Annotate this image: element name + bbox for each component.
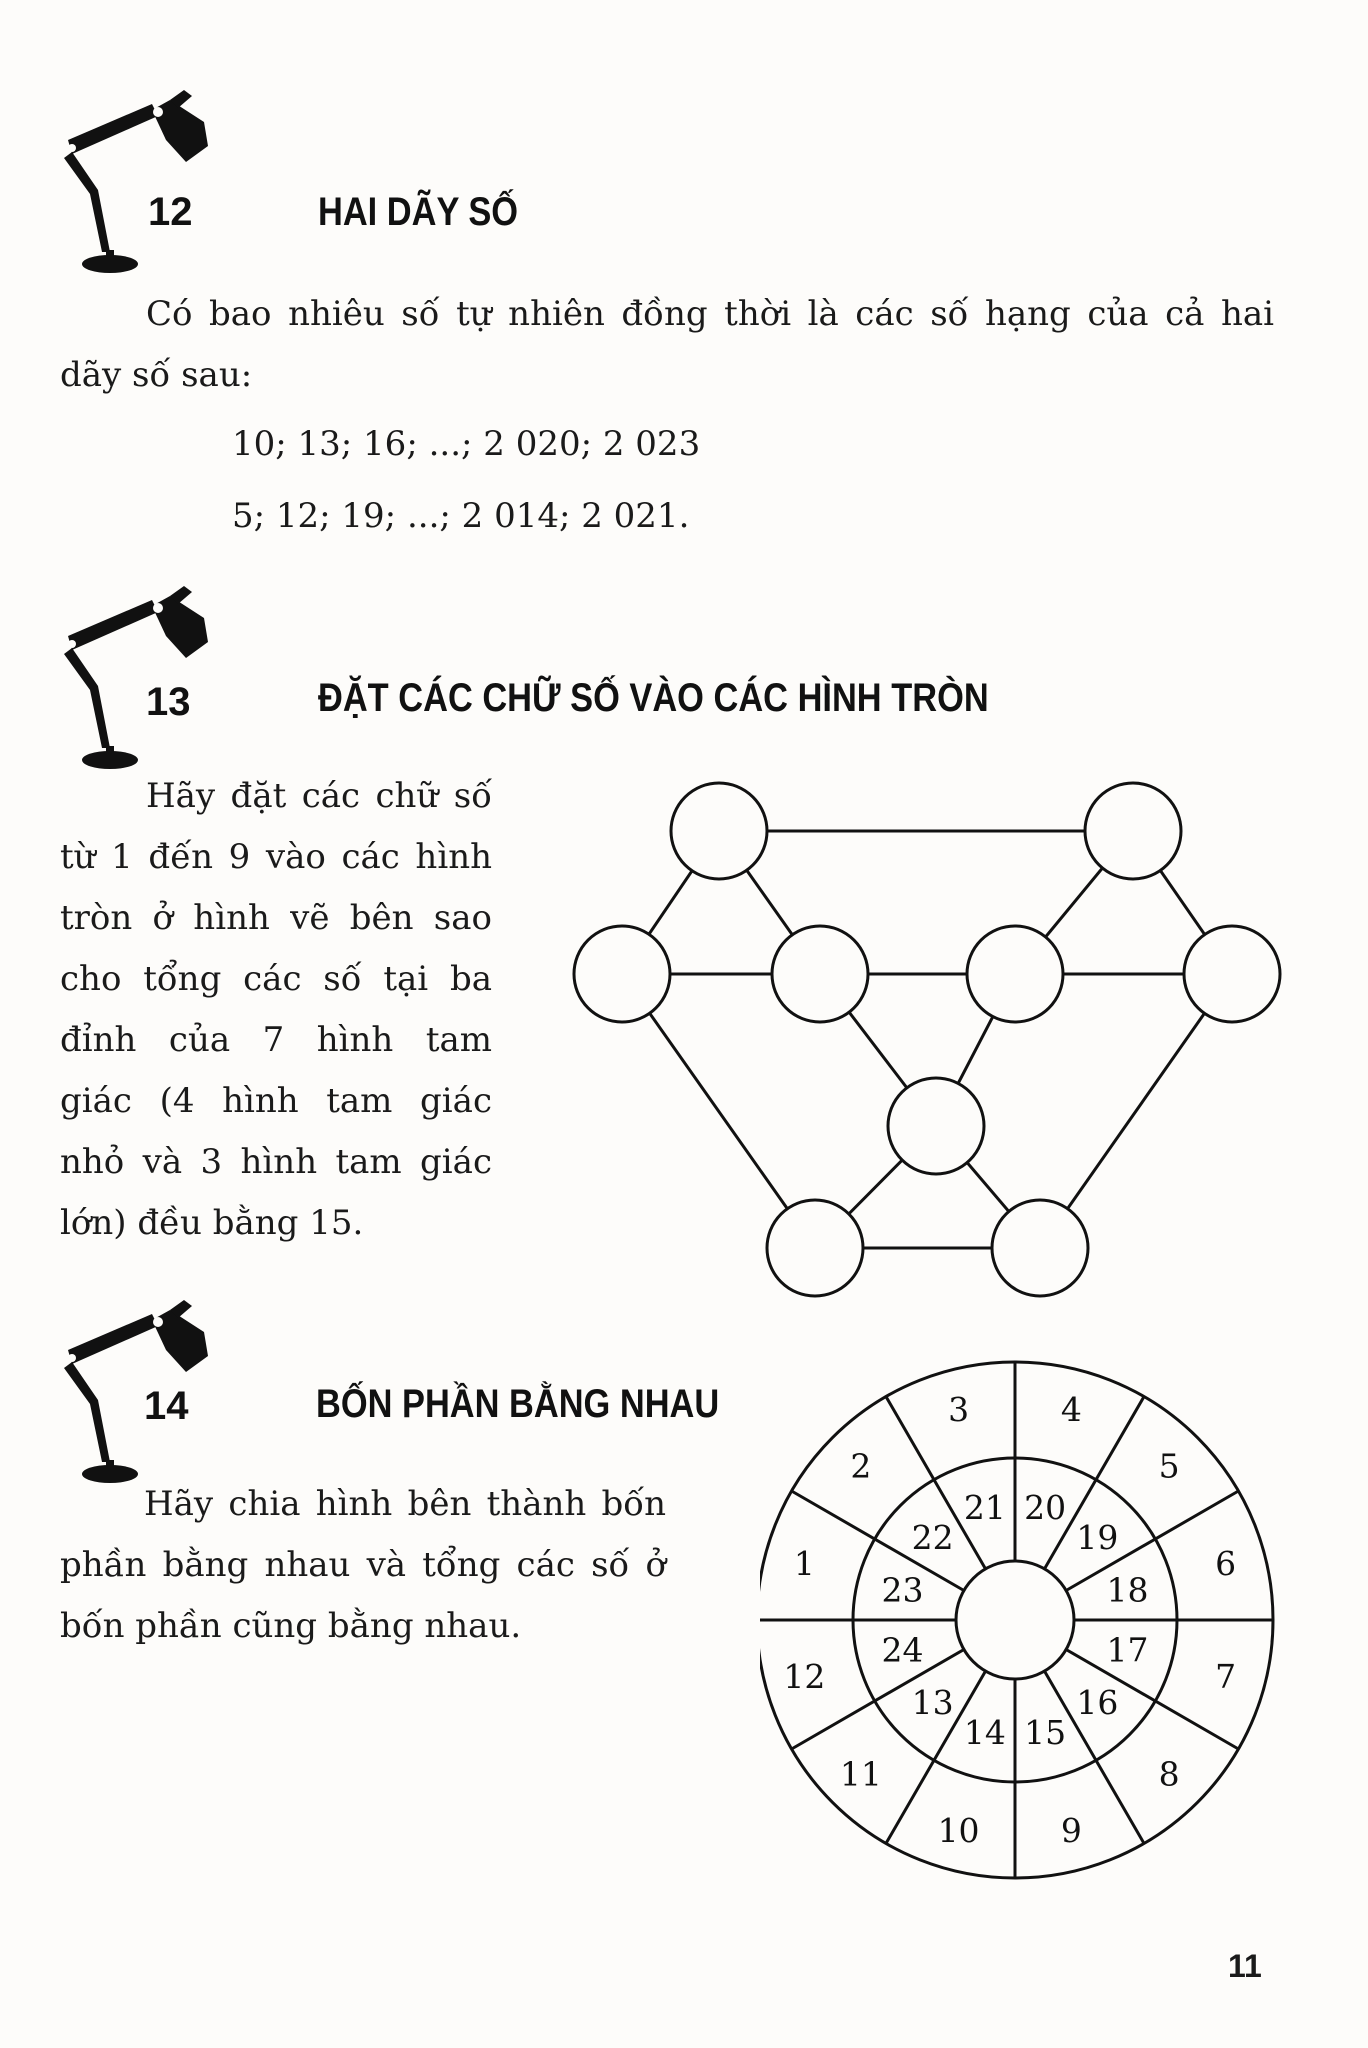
wheel-outer-number: 4	[1060, 1389, 1082, 1429]
empty-circle	[967, 926, 1063, 1022]
problem-13-line: giác (4 hình tam giác	[60, 1081, 492, 1121]
empty-circle	[888, 1078, 984, 1174]
problem-14-number: 14	[144, 1384, 189, 1428]
problem-14-line: phần bằng nhau và tổng các số ở	[60, 1545, 666, 1585]
wheel-inner-number: 24	[881, 1630, 924, 1670]
problem-13-line: cho tổng các số tại ba	[60, 959, 492, 999]
wheel-outer-number: 12	[783, 1656, 826, 1696]
problem-12-text-line-2: dãy số sau:	[60, 355, 253, 395]
desk-lamp-icon	[58, 1292, 218, 1492]
wheel-outer-number: 10	[937, 1811, 980, 1851]
number-wheel-diagram	[760, 1350, 1290, 1890]
empty-circle	[992, 1200, 1088, 1296]
wheel-inner-circle	[956, 1561, 1074, 1679]
problem-12-title: HAI DÃY SỐ	[318, 190, 519, 234]
empty-circle	[772, 926, 868, 1022]
diagram-lines	[622, 831, 1232, 1248]
wheel-inner-number: 23	[881, 1570, 924, 1610]
wheel-outer-number: 9	[1060, 1811, 1082, 1851]
wheel-inner-number: 21	[963, 1487, 1006, 1527]
sequence-2: 5; 12; 19; ...; 2 014; 2 021.	[232, 496, 690, 536]
problem-13-number: 13	[146, 680, 191, 724]
wheel-inner-number: 13	[911, 1682, 954, 1722]
wheel-inner-number: 22	[911, 1518, 954, 1558]
empty-circle	[1184, 926, 1280, 1022]
wheel-outer-number: 1	[793, 1544, 815, 1584]
problem-13-text	[60, 766, 492, 1254]
wheel-outer-number: 3	[948, 1389, 970, 1429]
desk-lamp-icon	[58, 82, 218, 282]
wheel-outer-number: 6	[1215, 1544, 1237, 1584]
empty-circle	[574, 926, 670, 1022]
problem-13-line: lớn) đều bằng 15.	[60, 1203, 364, 1243]
problem-13-line: tròn ở hình vẽ bên sao	[60, 898, 492, 938]
wheel-inner-number: 17	[1106, 1630, 1149, 1670]
wheel-inner-number: 19	[1076, 1518, 1119, 1558]
circle-triangle-diagram	[560, 770, 1290, 1310]
empty-circle	[671, 783, 767, 879]
problem-14-text	[60, 1474, 666, 1657]
sequence-1: 10; 13; 16; ...; 2 020; 2 023	[232, 424, 701, 464]
wheel-outer-number: 2	[850, 1446, 872, 1486]
wheel-inner-number: 20	[1024, 1487, 1067, 1527]
wheel-inner-number: 18	[1106, 1570, 1149, 1610]
problem-14-line: bốn phần cũng bằng nhau.	[60, 1606, 522, 1646]
problem-13-line: nhỏ và 3 hình tam giác	[60, 1142, 492, 1182]
desk-lamp-icon	[58, 578, 218, 778]
wheel-outer-number: 11	[839, 1754, 882, 1794]
wheel-inner-number: 15	[1024, 1713, 1067, 1753]
empty-circle	[1085, 783, 1181, 879]
page-number: 11	[1228, 1948, 1262, 1984]
wheel-inner-number: 14	[963, 1713, 1006, 1753]
problem-13-line: Hãy đặt các chữ số	[146, 776, 492, 816]
problem-13-title: ĐẶT CÁC CHỮ SỐ VÀO CÁC HÌNH TRÒN	[318, 676, 989, 720]
wheel-outer-number: 7	[1215, 1656, 1237, 1696]
problem-12-text-line-1: Có bao nhiêu số tự nhiên đồng thời là các số hạng của cả hai	[146, 294, 1274, 334]
problem-13-line: đỉnh của 7 hình tam	[60, 1020, 492, 1060]
wheel-outer-number: 5	[1158, 1446, 1180, 1486]
wheel-outer-number: 8	[1158, 1754, 1180, 1794]
wheel-inner-number: 16	[1076, 1682, 1119, 1722]
empty-circle	[767, 1200, 863, 1296]
problem-14-line: Hãy chia hình bên thành bốn	[144, 1484, 666, 1524]
problem-13-line: từ 1 đến 9 vào các hình	[60, 837, 492, 877]
problem-12-number: 12	[148, 190, 193, 234]
problem-14-title: BỐN PHẦN BẰNG NHAU	[316, 1382, 720, 1426]
